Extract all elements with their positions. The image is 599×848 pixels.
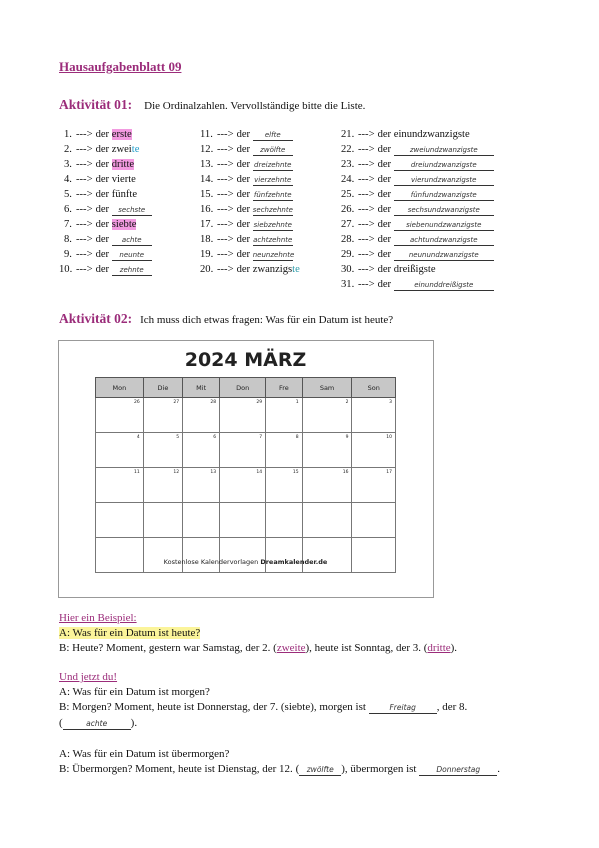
ordinal-answer: dritte (111, 159, 135, 170)
activity2-heading (59, 310, 393, 328)
ordinal-row (341, 262, 541, 277)
arrow: ---> (217, 174, 234, 185)
arrow: ---> (76, 219, 93, 230)
ordinal-answer[interactable]: fünfundzwanzigste (394, 191, 494, 201)
article: der (377, 234, 394, 245)
ordinal-answer[interactable]: vierundzwanzigste (394, 176, 494, 186)
q2-a-line: A: Was für ein Datum ist übermorgen? (59, 748, 230, 760)
arrow: ---> (76, 234, 93, 245)
arrow: ---> (76, 204, 93, 215)
calendar-week (96, 503, 396, 538)
q1-b-line-2 (59, 716, 137, 730)
calendar-day: 10 (352, 433, 396, 468)
ordinal-number: 21. (341, 129, 355, 140)
calendar-day (183, 538, 220, 573)
calendar-week (96, 398, 396, 433)
article: der (236, 264, 253, 275)
calendar-footer (95, 558, 396, 566)
ordinal-answer[interactable]: siebzehnte (253, 221, 292, 229)
ordinal-answer: dreißigste (393, 264, 436, 275)
article: der (236, 144, 253, 155)
calendar-day: 8 (266, 433, 303, 468)
arrow: ---> (358, 189, 375, 200)
ordinal-answer[interactable]: dreizehnte (254, 161, 292, 169)
article: der (377, 129, 394, 140)
ordinal-answer[interactable]: zweiundzwanzigste (394, 146, 494, 156)
article: der (377, 204, 394, 215)
ordinal-answer[interactable]: sechzehnte (252, 206, 293, 214)
calendar-day: 17 (352, 468, 396, 503)
example-answer-2: dritte (427, 642, 451, 654)
calendar-day (352, 538, 396, 573)
arrow: ---> (217, 249, 234, 260)
ordinal-number: 19. (200, 249, 214, 260)
article: der (236, 234, 253, 245)
ordinal-row (341, 127, 541, 142)
arrow: ---> (76, 129, 93, 140)
calendar-day: 7 (220, 433, 266, 468)
arrow: ---> (358, 264, 375, 275)
arrow: ---> (76, 249, 93, 260)
calendar-day: 12 (143, 468, 182, 503)
q1-b-pre: B: Morgen? Moment, heute ist Donnerstag, der 7. (siebte), morgen ist (59, 701, 366, 713)
now-heading: Und jetzt du! (59, 671, 118, 683)
calendar-day: 6 (183, 433, 220, 468)
calendar-day: 13 (183, 468, 220, 503)
ordinal-answer[interactable]: siebenundzwanzigste (394, 221, 494, 231)
weekday-header: Die (143, 378, 182, 398)
calendar-image (58, 340, 434, 598)
ordinal-number: 11. (200, 129, 213, 140)
ordinal-row (200, 127, 340, 142)
ordinal-number: 29. (341, 249, 355, 260)
article: der (236, 204, 253, 215)
calendar-day: 11 (96, 468, 144, 503)
ordinal-answer[interactable]: achtundzwanzigste (394, 236, 494, 246)
article: der (95, 219, 112, 230)
ordinal-row (59, 157, 199, 172)
arrow: ---> (76, 189, 93, 200)
q1-answer-1-field[interactable]: Freitag (369, 703, 437, 714)
ordinal-number: 30. (341, 264, 355, 275)
calendar-day: 28 (183, 398, 220, 433)
ordinal-number: 17. (200, 219, 214, 230)
ordinal-number: 13. (200, 159, 214, 170)
ordinal-row (200, 157, 340, 172)
ordinal-number: 12. (200, 144, 214, 155)
article: der (95, 189, 112, 200)
weekday-header: Sam (302, 378, 352, 398)
arrow: ---> (358, 279, 375, 290)
activity2-label: Aktivität 02: (59, 311, 133, 326)
arrow: ---> (217, 264, 234, 275)
example-b-line (59, 641, 457, 655)
calendar-day (220, 503, 266, 538)
arrow: ---> (358, 204, 375, 215)
ordinal-number: 5. (64, 189, 72, 200)
q2-end: . (497, 763, 500, 775)
example-b-pre: B: Heute? Moment, gestern war Samstag, der 2. ( (59, 642, 277, 654)
article: der (377, 189, 394, 200)
ordinal-row (341, 202, 541, 217)
ordinal-answer[interactable]: fünfzehnte (253, 191, 292, 199)
calendar-week (96, 538, 396, 573)
ordinal-column-3 (341, 127, 541, 292)
ordinal-answer: erste (111, 129, 132, 140)
q1-b-mid: , der 8. (436, 701, 468, 713)
ordinal-number: 9. (64, 249, 72, 260)
arrow: ---> (217, 159, 234, 170)
ordinal-row (341, 157, 541, 172)
q2-b-mid: ), übermorgen ist (341, 763, 417, 775)
ordinal-answer: vierte (111, 174, 136, 185)
ordinal-answer[interactable]: einunddreißigste (394, 281, 494, 291)
q1-answer-2-field[interactable]: achte (63, 719, 131, 730)
article: der (377, 174, 394, 185)
ordinal-row (200, 232, 340, 247)
article: der (236, 219, 253, 230)
ordinal-number: 27. (341, 219, 355, 230)
ordinal-row (59, 262, 199, 277)
ordinal-number: 26. (341, 204, 355, 215)
article: der (95, 264, 112, 275)
calendar-day (96, 503, 144, 538)
ordinal-row (200, 217, 340, 232)
example-b-mid: ), heute ist Sonntag, der 3. ( (305, 642, 428, 654)
article: der (95, 234, 112, 245)
article: der (236, 174, 253, 185)
arrow: ---> (358, 219, 375, 230)
ordinal-row (341, 142, 541, 157)
calendar-day: 14 (220, 468, 266, 503)
activity1-heading (59, 96, 365, 114)
ordinal-answer: zweite (111, 144, 140, 155)
calendar-footer-text: Kostenlose Kalendervorlagen (163, 558, 259, 566)
ordinal-row (200, 202, 340, 217)
ordinal-number: 1. (64, 129, 72, 140)
q1-close: ). (130, 717, 138, 729)
q1-b-line (59, 700, 467, 714)
q2-answer-2-field[interactable]: Donnerstag (419, 765, 497, 776)
calendar (95, 349, 396, 569)
ordinal-answer[interactable]: neunundzwanzigste (394, 251, 494, 261)
ordinal-answer: einundzwanzigste (393, 129, 470, 140)
example-a-text: A: Was für ein Datum ist heute? (59, 627, 201, 639)
activity1-label: Aktivität 01: (59, 97, 133, 112)
ordinal-number: 8. (64, 234, 72, 245)
ordinal-row (200, 187, 340, 202)
calendar-day (96, 538, 144, 573)
ordinal-number: 10. (59, 264, 73, 275)
ordinal-row (59, 247, 199, 262)
ordinal-row (59, 142, 199, 157)
calendar-day (143, 538, 182, 573)
ordinal-number: 14. (200, 174, 214, 185)
example-answer-1: zweite (276, 642, 306, 654)
calendar-grid (95, 377, 396, 573)
ordinal-row (341, 217, 541, 232)
ordinal-answer[interactable]: achtzehnte (253, 236, 293, 244)
calendar-day (220, 538, 266, 573)
ordinal-row (200, 247, 340, 262)
article: der (377, 264, 394, 275)
ordinal-row (200, 172, 340, 187)
ordinal-row (200, 142, 340, 157)
ordinal-row (341, 232, 541, 247)
arrow: ---> (76, 159, 93, 170)
ordinal-number: 18. (200, 234, 214, 245)
calendar-day: 27 (143, 398, 182, 433)
calendar-day (143, 503, 182, 538)
calendar-day: 26 (96, 398, 144, 433)
ordinal-answer[interactable]: elfte (253, 131, 293, 141)
article: der (95, 159, 112, 170)
arrow: ---> (217, 129, 234, 140)
example-heading: Hier ein Beispiel: (59, 612, 137, 624)
ordinal-answer: zwanzigste (252, 264, 300, 275)
ordinal-number: 23. (341, 159, 355, 170)
article: der (236, 189, 253, 200)
article: der (236, 249, 253, 260)
q1-open: ( (59, 717, 63, 729)
ordinal-number: 15. (200, 189, 214, 200)
article: der (95, 174, 112, 185)
ordinal-number: 20. (200, 264, 214, 275)
ordinal-row (59, 217, 199, 232)
calendar-day: 9 (302, 433, 352, 468)
ordinal-row (59, 172, 199, 187)
arrow: ---> (358, 129, 375, 140)
arrow: ---> (217, 234, 234, 245)
calendar-day: 29 (220, 398, 266, 433)
arrow: ---> (358, 234, 375, 245)
arrow: ---> (358, 144, 375, 155)
example-a-line (59, 626, 200, 640)
arrow: ---> (217, 219, 234, 230)
ordinal-answer[interactable]: neunzehnte (252, 251, 295, 259)
weekday-header: Mit (183, 378, 220, 398)
ordinal-answer: siebte (111, 219, 137, 230)
weekday-header: Don (220, 378, 266, 398)
ordinal-number: 22. (341, 144, 355, 155)
calendar-day (266, 538, 303, 573)
ordinal-answer[interactable]: sechste (112, 206, 152, 216)
activity1-instruction: Die Ordinalzahlen. Vervollständige bitte die Liste. (144, 100, 366, 112)
weekday-header: Mon (96, 378, 144, 398)
ordinal-row (59, 127, 199, 142)
arrow: ---> (217, 204, 234, 215)
arrow: ---> (217, 189, 234, 200)
ordinal-number: 24. (341, 174, 355, 185)
article: der (377, 249, 394, 260)
ordinal-number: 31. (341, 279, 355, 290)
article: der (95, 204, 112, 215)
calendar-footer-site: Dreamkalender.de (260, 558, 328, 566)
ordinal-row (59, 187, 199, 202)
calendar-day: 3 (352, 398, 396, 433)
q2-b-line (59, 762, 500, 776)
activity2-instruction: Ich muss dich etwas fragen: Was für ein Datum ist heute? (140, 314, 394, 326)
q2-answer-1-field[interactable]: zwölfte (299, 765, 341, 776)
ordinal-row (341, 172, 541, 187)
ordinal-row (341, 247, 541, 262)
ordinal-number: 6. (64, 204, 72, 215)
calendar-day (302, 538, 352, 573)
ordinal-answer[interactable]: dreiundzwanzigste (394, 161, 494, 171)
ordinal-row (200, 262, 340, 277)
ordinal-column-2 (200, 127, 340, 277)
ordinal-number: 28. (341, 234, 355, 245)
page-title: Hausaufgabenblatt 09 (59, 59, 182, 74)
calendar-day: 1 (266, 398, 303, 433)
calendar-week (96, 433, 396, 468)
calendar-day: 2 (302, 398, 352, 433)
article: der (377, 219, 394, 230)
ordinal-answer[interactable]: achte (112, 236, 152, 246)
article: der (377, 144, 394, 155)
article: der (377, 279, 394, 290)
ordinal-row (59, 232, 199, 247)
calendar-day: 16 (302, 468, 352, 503)
article: der (95, 144, 112, 155)
ordinal-answer[interactable]: sechsundzwanzigste (394, 206, 494, 216)
calendar-day (302, 503, 352, 538)
ordinal-number: 2. (64, 144, 72, 155)
calendar-day: 15 (266, 468, 303, 503)
q2-open: ( (295, 763, 300, 775)
ordinal-answer: fünfte (111, 189, 138, 200)
ordinal-number: 7. (64, 219, 72, 230)
calendar-day (266, 503, 303, 538)
weekday-header: Son (352, 378, 396, 398)
arrow: ---> (76, 264, 93, 275)
ordinal-number: 25. (341, 189, 355, 200)
ordinal-row (59, 202, 199, 217)
example-b-post: ). (450, 642, 458, 654)
ordinal-number: 4. (64, 174, 72, 185)
calendar-day (183, 503, 220, 538)
arrow: ---> (358, 159, 375, 170)
ordinal-answer[interactable]: zehnte (112, 266, 152, 276)
ordinal-row (341, 187, 541, 202)
arrow: ---> (358, 174, 375, 185)
ordinal-number: 16. (200, 204, 214, 215)
calendar-day: 5 (143, 433, 182, 468)
arrow: ---> (217, 144, 234, 155)
ordinal-number: 3. (64, 159, 72, 170)
ordinal-row (341, 277, 541, 292)
arrow: ---> (358, 249, 375, 260)
article: der (95, 129, 112, 140)
calendar-title: 2024 MÄRZ (184, 349, 307, 371)
arrow: ---> (76, 174, 93, 185)
ordinal-answer[interactable]: neunte (112, 251, 152, 261)
ordinal-column-1 (59, 127, 199, 277)
ordinal-answer[interactable]: vierzehnte (254, 176, 292, 184)
calendar-day: 4 (96, 433, 144, 468)
q2-b-pre: B: Übermorgen? Moment, heute ist Dienstag, der 12. (59, 763, 293, 775)
article: der (377, 159, 394, 170)
article: der (95, 249, 112, 260)
calendar-day (352, 503, 396, 538)
article: der (236, 159, 253, 170)
article: der (236, 129, 253, 140)
weekday-header: Fre (266, 378, 303, 398)
ordinal-answer[interactable]: zwölfte (253, 146, 293, 156)
calendar-week (96, 468, 396, 503)
arrow: ---> (76, 144, 93, 155)
q1-a-line: A: Was für ein Datum ist morgen? (59, 686, 210, 698)
